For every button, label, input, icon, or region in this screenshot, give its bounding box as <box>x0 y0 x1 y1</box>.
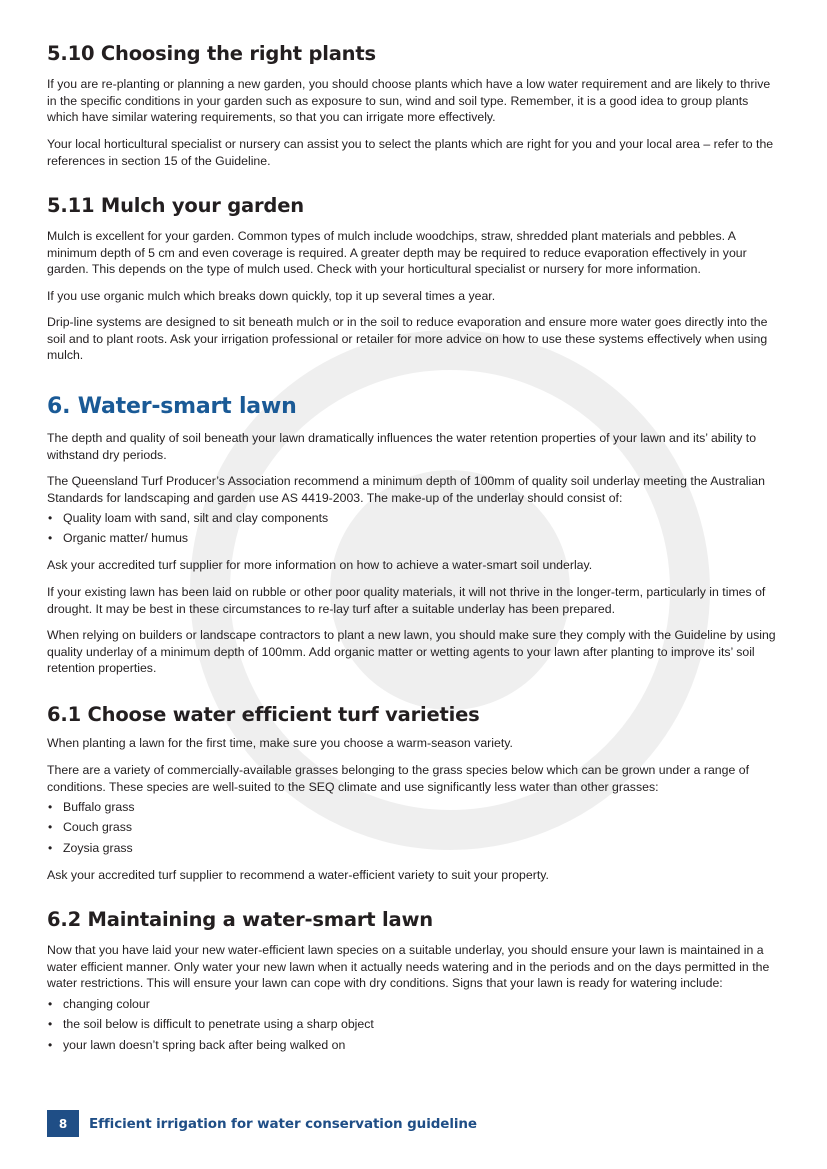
section-5-11-paragraph-1: Mulch is excellent for your garden. Common types of mulch include woodchips, straw, shredded plant materials and pebbles. A minimum depth of 5 cm and even coverage is required. A greater depth may be required to reduce evaporation effectively in your garden. This depends on the type of mulch used. Check with your horticultural specialist or nursery for more information. <box>47 229 747 277</box>
page-number: 8 <box>47 1110 79 1137</box>
bullet-icon: • <box>48 1037 53 1052</box>
section-6-paragraph-5: When relying on builders or landscape contractors to plant a new lawn, you should make sure they comply with the Guideline by using quality underlay of a minimum depth of 100mm. Add organic matter or wetting agents to your lawn after planting to improve its’ soil retention properties. <box>47 628 776 676</box>
section-5-11-heading: 5.11 Mulch your garden <box>47 194 304 217</box>
section-6-paragraph-2: The Queensland Turf Producer’s Association recommend a minimum depth of 100mm of quality soil underlay meeting the Australian Standards for landscaping and garden use AS 4419-2003. The make-up of the underlay should consist of: <box>47 474 765 505</box>
section-6-1-paragraph-3: Ask your accredited turf supplier to recommend a water-efficient variety to suit your property. <box>47 868 549 882</box>
bullet-icon: • <box>48 800 53 814</box>
section-5-11-paragraph-2: If you use organic mulch which breaks down quickly, top it up several times a year. <box>47 289 496 303</box>
bullet-icon: • <box>48 820 53 835</box>
section-6-2-heading: 6.2 Maintaining a water-smart lawn <box>47 908 433 931</box>
bullet-icon: • <box>48 531 53 546</box>
section-5-11-paragraph-3: Drip-line systems are designed to sit beneath mulch or in the soil to reduce evaporation and ensure more water goes directly into the soil and to plant roots. Ask your irrigation professional or retailer for more advice on how to use these systems effectively when using mulch. <box>47 315 768 363</box>
page-footer <box>47 1110 477 1137</box>
list-item: • the soil below is difficult to penetrate using a sharp object <box>48 1017 374 1032</box>
list-item: • Buffalo grass <box>48 800 135 814</box>
footer-title: Efficient irrigation for water conservation guideline <box>89 1115 477 1132</box>
section-6-paragraph-3: Ask your accredited turf supplier for more information on how to achieve a water-smart soil underlay. <box>47 558 593 572</box>
list-item: • Organic matter/ humus <box>48 531 189 546</box>
list-item: • Couch grass <box>48 820 133 835</box>
section-5-10-heading: 5.10 Choosing the right plants <box>47 42 376 65</box>
bullet-icon: • <box>48 511 53 525</box>
section-6-paragraph-1: The depth and quality of soil beneath your lawn dramatically influences the water retention properties of your lawn and its’ ability to withstand dry periods. <box>47 431 757 462</box>
list-item: • changing colour <box>48 997 150 1011</box>
section-6-1-paragraph-2: There are a variety of commercially-available grasses belonging to the grass species below which can be grown under a range of conditions. These species are well-suited to the SEQ climate and use significantly less water than other grasses: <box>47 763 749 794</box>
bullet-icon: • <box>48 840 53 855</box>
section-5-10-paragraph-1: If you are re-planting or planning a new garden, you should choose plants which have a low water requirement and are likely to thrive in the specific conditions in your garden such as exposure to sun, wind and soil type. Remember, it is a good idea to group plants which have similar watering requirements, so that you can irrigate more effectively. <box>47 77 771 125</box>
list-item: • Quality loam with sand, silt and clay components <box>48 511 329 525</box>
section-6-2-bullet-list <box>47 996 782 1057</box>
list-item: • Zoysia grass <box>48 840 133 855</box>
section-6-2-paragraph-1: Now that you have laid your new water-efficient lawn species on a suitable underlay, you should ensure your lawn is maintained in a water efficient manner. Only water your new lawn when it actually needs watering and in the periods and on the days permitted in the water restrictions. This will ensure your lawn can cope with dry conditions. Signs that your lawn is ready for watering include: <box>47 943 770 991</box>
section-6-1-paragraph-1: When planting a lawn for the first time, make sure you choose a warm-season variety. <box>47 736 513 750</box>
section-6-paragraph-4: If your existing lawn has been laid on rubble or other poor quality materials, it will not thrive in the longer-term, particularly in times of drought. It may be best in these circumstances to re-lay turf after a suitable underlay has been prepared. <box>47 585 766 616</box>
bullet-icon: • <box>48 997 53 1011</box>
bullet-icon: • <box>48 1017 53 1032</box>
section-6-1-bullet-list <box>47 799 782 860</box>
section-5-10-paragraph-2: Your local horticultural specialist or nursery can assist you to select the plants which are right for you and your local area – refer to the references in section 15 of the Guideline. <box>47 137 774 168</box>
section-6-bullet-list <box>47 510 782 551</box>
list-item: • your lawn doesn’t spring back after being walked on <box>48 1037 346 1052</box>
section-6-1-heading: 6.1 Choose water efficient turf varieties <box>47 703 480 726</box>
section-6-heading: 6. Water-smart lawn <box>47 394 297 419</box>
